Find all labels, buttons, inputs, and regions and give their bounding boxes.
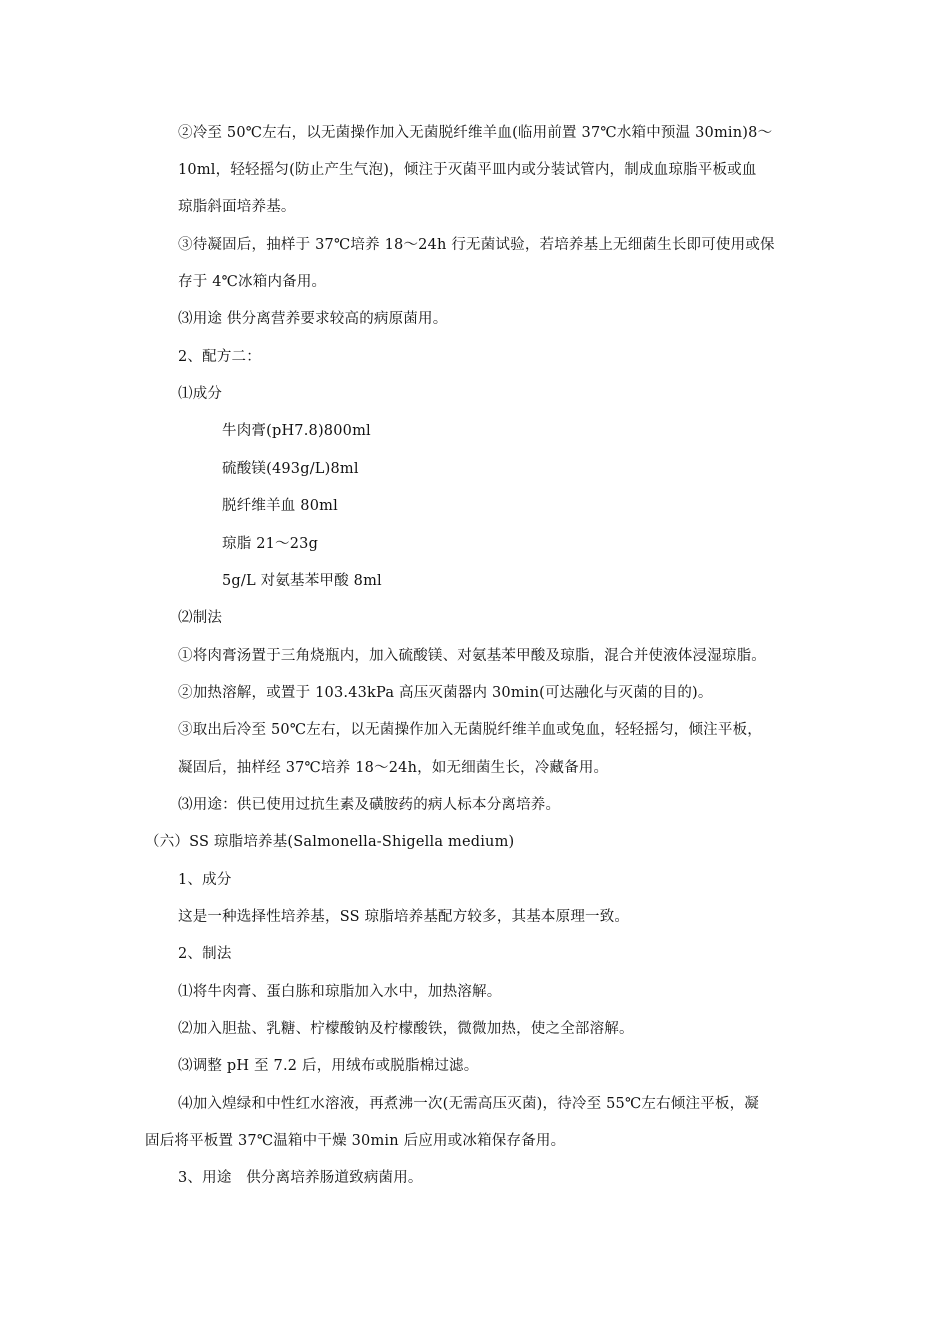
text-line: 固后将平板置 37℃温箱中干燥 30min 后应用或冰箱保存备用。 bbox=[145, 1133, 566, 1149]
text-line: ⑴将牛肉膏、蛋白胨和琼脂加入水中，加热溶解。 bbox=[178, 984, 502, 1000]
text-line: ②加热溶解，或置于 103.43kPa 高压灭菌器内 30min(可达融化与灭菌的目的)。 bbox=[178, 685, 713, 701]
text-line: ①将肉膏汤置于三角烧瓶内，加入硫酸镁、对氨基苯甲酸及琼脂，混合并使液体浸湿琼脂。 bbox=[178, 648, 766, 664]
ingredient-line: 5g/L 对氨基苯甲酸 8ml bbox=[222, 573, 382, 589]
section-heading: 1、成分 bbox=[178, 872, 232, 888]
text-line: 琼脂斜面培养基。 bbox=[178, 199, 296, 215]
text-line: ②冷至 50℃左右，以无菌操作加入无菌脱纤维羊血(临用前置 37℃水箱中预温 30min)8～ bbox=[178, 125, 773, 141]
text-line: 凝固后，抽样经 37℃培养 18～24h，如无细菌生长，冷藏备用。 bbox=[178, 760, 609, 776]
chapter-heading: （六）SS 琼脂培养基(Salmonella-Shigella medium) bbox=[145, 834, 515, 850]
text-line: ⑶用途：供已使用过抗生素及磺胺药的病人标本分离培养。 bbox=[178, 797, 561, 813]
text-line: ⑶用途 供分离营养要求较高的病原菌用。 bbox=[178, 311, 448, 327]
section-heading: 3、用途 供分离培养肠道致病菌用。 bbox=[178, 1170, 423, 1186]
subsection-heading: ⑴成分 bbox=[178, 386, 223, 402]
text-line: 10ml，轻轻摇匀(防止产生气泡)，倾注于灭菌平皿内或分装试管内，制成血琼脂平板或血 bbox=[178, 162, 757, 178]
section-heading: 2、制法 bbox=[178, 946, 232, 962]
text-line: ③待凝固后，抽样于 37℃培养 18～24h 行无菌试验，若培养基上无细菌生长即可使用或保 bbox=[178, 237, 775, 253]
ingredient-line: 脱纤维羊血 80ml bbox=[222, 498, 338, 514]
section-heading: 2、配方二： bbox=[178, 349, 261, 365]
ingredient-line: 牛肉膏(pH7.8)800ml bbox=[222, 423, 371, 439]
text-line: ③取出后冷至 50℃左右，以无菌操作加入无菌脱纤维羊血或兔血，轻轻摇匀，倾注平板， bbox=[178, 722, 762, 738]
text-line: ⑶调整 pH 至 7.2 后，用绒布或脱脂棉过滤。 bbox=[178, 1058, 479, 1074]
subsection-heading: ⑵制法 bbox=[178, 610, 223, 626]
text-line: ⑷加入煌绿和中性红水溶液，再煮沸一次(无需高压灭菌)，待冷至 55℃左右倾注平板，凝 bbox=[178, 1096, 759, 1112]
ingredient-line: 琼脂 21～23g bbox=[222, 536, 319, 552]
text-line: ⑵加入胆盐、乳糖、柠檬酸钠及柠檬酸铁，微微加热，使之全部溶解。 bbox=[178, 1021, 634, 1037]
text-line: 这是一种选择性培养基，SS 琼脂培养基配方较多，其基本原理一致。 bbox=[178, 909, 630, 925]
text-line: 存于 4℃冰箱内备用。 bbox=[178, 274, 327, 290]
ingredient-line: 硫酸镁(493g/L)8ml bbox=[222, 461, 359, 477]
